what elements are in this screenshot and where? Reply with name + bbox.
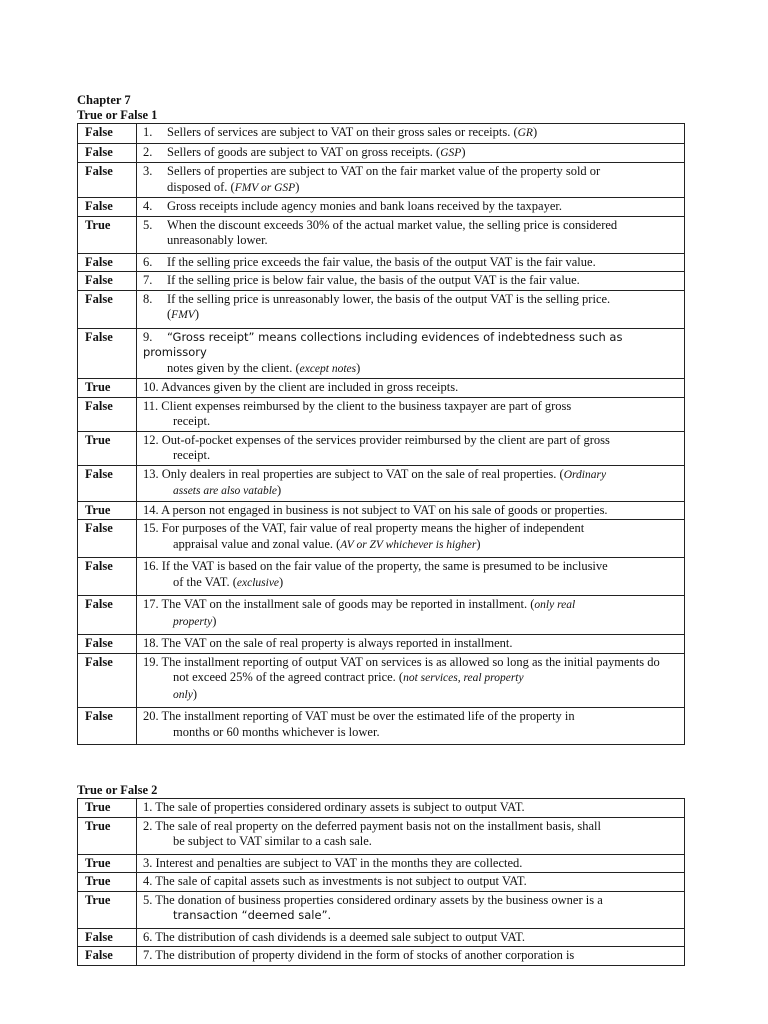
statement-cell xyxy=(137,708,685,745)
statement-continuation: receipt. xyxy=(173,448,211,462)
table-row xyxy=(78,272,685,291)
statement-text: If the selling price is unreasonably lower, the basis of the output VAT is the selling price. xyxy=(167,291,611,306)
table-row xyxy=(78,431,685,465)
answer-note: assets are also vatable xyxy=(173,485,278,497)
answer-note: FMV xyxy=(171,309,195,321)
statement-continuation: appraisal value and zonal value. ( xyxy=(173,536,341,551)
statement-text: Sellers of properties are subject to VAT on the fair market value of the property sold or xyxy=(167,164,601,178)
chapter-title: Chapter 7 xyxy=(77,93,131,107)
table-row xyxy=(78,465,685,501)
answer-cell: False xyxy=(78,520,137,558)
answer-cell: False xyxy=(78,708,137,745)
statement-continuation: be subject to VAT similar to a cash sale. xyxy=(173,834,372,848)
answer-note: FMV or GSP xyxy=(234,181,296,194)
answer-cell: False xyxy=(78,928,137,947)
statement-text: Sellers of services are subject to VAT on their gross sales or receipts. ( xyxy=(167,125,518,139)
answer-cell: True xyxy=(78,379,137,398)
answer-note: only xyxy=(173,688,193,701)
answer-cell: True xyxy=(78,216,137,253)
note-tail: ) xyxy=(279,574,284,589)
item-number: 15. xyxy=(143,521,159,535)
statement-text: “Gross receipt” means collections including evidences of indebtedness such as promissory xyxy=(143,329,623,359)
statement-text: For purposes of the VAT, fair value of real property means the higher of independent xyxy=(161,521,585,535)
statement-text: Advances given by the client are included in gross receipts. xyxy=(161,380,459,394)
statement-cell xyxy=(137,928,685,947)
statement-continuation: disposed of. ( xyxy=(167,179,235,194)
note-tail: ) xyxy=(476,536,481,551)
table-row xyxy=(78,653,685,708)
item-number: 13. xyxy=(143,466,159,481)
item-number: 2. xyxy=(143,144,153,159)
note-tail: ) xyxy=(194,307,199,321)
answer-cell: True xyxy=(78,799,137,818)
answer-cell: False xyxy=(78,253,137,272)
answer-cell: False xyxy=(78,465,137,501)
document-page xyxy=(77,93,685,966)
answer-cell: False xyxy=(78,198,137,217)
statement-text: Client expenses reimbursed by the client to the business taxpayer are part of gross xyxy=(161,398,572,413)
statement-text: Gross receipts include agency monies and bank loans received by the taxpayer. xyxy=(167,199,563,213)
section-title-tf2: True or False 2 xyxy=(77,783,158,797)
statement-cell xyxy=(137,163,685,198)
statement-cell xyxy=(137,272,685,291)
item-number: 11. xyxy=(143,398,159,413)
item-number: 8. xyxy=(143,291,153,306)
statement-continuation: notes given by the client. ( xyxy=(167,360,300,375)
answer-cell: False xyxy=(78,328,137,379)
statement-text: The sale of capital assets such as investments is not subject to output VAT. xyxy=(155,874,527,888)
item-number: 14. xyxy=(143,502,159,517)
item-number: 18. xyxy=(143,636,159,650)
table-row xyxy=(78,328,685,379)
statement-cell xyxy=(137,947,685,966)
answer-cell: False xyxy=(78,272,137,291)
table-row xyxy=(78,596,685,635)
statement-text: Only dealers in real properties are subject to VAT on the sale of real properties. ( xyxy=(161,466,564,481)
answer-note: property xyxy=(173,615,213,628)
statement-cell xyxy=(137,653,685,708)
statement-cell xyxy=(137,124,685,144)
table-row xyxy=(78,635,685,654)
answer-cell: False xyxy=(78,635,137,654)
answer-note: except notes xyxy=(299,362,357,375)
answer-note: only real xyxy=(534,599,576,611)
statement-cell xyxy=(137,216,685,253)
statement-continuation: receipt. xyxy=(173,414,211,428)
answer-cell: True xyxy=(78,873,137,892)
answer-cell: False xyxy=(78,947,137,966)
table-row xyxy=(78,891,685,928)
answer-note: GSP xyxy=(440,146,462,159)
statement-text: The installment reporting of output VAT on services is as allowed so long as the initial payments do xyxy=(161,654,660,669)
statement-text: The distribution of property dividend in the form of stocks of another corporation is xyxy=(155,948,575,962)
answer-cell: False xyxy=(78,143,137,163)
answer-note: GR xyxy=(517,127,533,139)
statement-cell xyxy=(137,817,685,854)
statement-cell xyxy=(137,328,685,379)
answer-note: AV or ZV whichever is higher xyxy=(340,538,477,551)
statement-cell xyxy=(137,873,685,892)
statement-continuation: transaction “deemed sale”. xyxy=(173,908,332,922)
answer-cell: False xyxy=(78,397,137,431)
item-number: 3. xyxy=(143,164,153,178)
answer-cell: False xyxy=(78,124,137,144)
table-row xyxy=(78,520,685,558)
statement-text: If the selling price is below fair value, the basis of the output VAT is the fair value. xyxy=(167,273,580,287)
statement-cell xyxy=(137,799,685,818)
item-number: 1. xyxy=(143,800,153,814)
item-number: 16. xyxy=(143,559,159,573)
item-number: 4. xyxy=(143,199,153,213)
table-row xyxy=(78,397,685,431)
item-number: 1. xyxy=(143,125,153,139)
statement-cell xyxy=(137,143,685,163)
statement-cell xyxy=(137,465,685,501)
item-number: 20. xyxy=(143,709,159,723)
statement-continuation: not exceed 25% of the agreed contract price. ( xyxy=(173,670,404,684)
table-row xyxy=(78,379,685,398)
statement-text: Sellers of goods are subject to VAT on gross receipts. ( xyxy=(167,144,441,159)
table-row xyxy=(78,501,685,520)
item-number: 9. xyxy=(143,329,153,344)
item-number: 17. xyxy=(143,597,159,611)
table-row xyxy=(78,198,685,217)
statement-continuation: ( xyxy=(167,307,172,321)
item-number: 5. xyxy=(143,217,153,232)
statement-cell xyxy=(137,891,685,928)
statement-cell xyxy=(137,558,685,596)
note-tail: ) xyxy=(277,483,282,497)
statement-cell xyxy=(137,397,685,431)
note-tail: ) xyxy=(212,613,217,628)
statement-continuation: of the VAT. ( xyxy=(173,574,237,589)
item-number: 6. xyxy=(143,254,153,269)
statement-text: When the discount exceeds 30% of the actual market value, the selling price is considered xyxy=(167,217,618,232)
item-number: 4. xyxy=(143,874,153,888)
table-row xyxy=(78,253,685,272)
statement-cell xyxy=(137,253,685,272)
statement-continuation: unreasonably lower. xyxy=(167,233,268,247)
note-tail: ) xyxy=(295,179,300,194)
statement-text: A person not engaged in business is not subject to VAT on his sale of goods or properties. xyxy=(161,502,608,517)
table-row xyxy=(78,799,685,818)
answer-note: not services, real property xyxy=(403,672,524,684)
statement-text: The distribution of cash dividends is a deemed sale subject to output VAT. xyxy=(155,929,526,944)
statement-continuation: months or 60 months whichever is lower. xyxy=(173,724,380,739)
note-tail: ) xyxy=(461,144,466,159)
table-row xyxy=(78,163,685,198)
table-row xyxy=(78,854,685,873)
item-number: 6. xyxy=(143,929,153,944)
statement-text: The sale of properties considered ordinary assets is subject to output VAT. xyxy=(155,800,525,814)
statement-text: If the VAT is based on the fair value of the property, the same is presumed to be inclusive xyxy=(161,559,608,573)
statement-cell xyxy=(137,290,685,328)
answer-cell: True xyxy=(78,854,137,873)
statement-text: If the selling price exceeds the fair value, the basis of the output VAT is the fair value. xyxy=(167,254,596,269)
note-tail: ) xyxy=(356,360,361,375)
statement-text: The sale of real property on the deferred payment basis not on the installment basis, shall xyxy=(155,818,601,833)
statement-text: The installment reporting of VAT must be over the estimated life of the property in xyxy=(161,709,575,723)
table-row xyxy=(78,928,685,947)
statement-text: Interest and penalties are subject to VAT in the months they are collected. xyxy=(155,855,523,870)
answer-cell: True xyxy=(78,891,137,928)
item-number: 2. xyxy=(143,818,153,833)
tf1-table xyxy=(77,123,685,745)
table-row xyxy=(78,124,685,144)
answer-cell: False xyxy=(78,653,137,708)
table-row xyxy=(78,143,685,163)
item-number: 7. xyxy=(143,273,153,287)
statement-cell xyxy=(137,501,685,520)
answer-cell: False xyxy=(78,558,137,596)
statement-text: Out-of-pocket expenses of the services provider reimbursed by the client are part of gross xyxy=(161,432,610,447)
table-row xyxy=(78,290,685,328)
tf2-table xyxy=(77,798,685,966)
statement-text: The VAT on the installment sale of goods may be reported in installment. ( xyxy=(161,597,535,611)
answer-cell: False xyxy=(78,163,137,198)
answer-cell: True xyxy=(78,501,137,520)
table-row xyxy=(78,947,685,966)
table-row xyxy=(78,873,685,892)
statement-cell xyxy=(137,198,685,217)
answer-note: exclusive xyxy=(236,576,280,589)
answer-note: Ordinary xyxy=(563,468,607,481)
answer-cell: False xyxy=(78,596,137,635)
answer-cell: True xyxy=(78,817,137,854)
table-row xyxy=(78,216,685,253)
item-number: 10. xyxy=(143,380,159,394)
statement-cell xyxy=(137,520,685,558)
note-tail: ) xyxy=(192,686,197,701)
section-title-tf1: True or False 1 xyxy=(77,108,158,122)
item-number: 3. xyxy=(143,855,153,870)
statement-cell xyxy=(137,854,685,873)
statement-cell xyxy=(137,635,685,654)
statement-text: The donation of business properties considered ordinary assets by the business owner is a xyxy=(155,892,603,907)
statement-cell xyxy=(137,431,685,465)
item-number: 12. xyxy=(143,432,159,447)
item-number: 5. xyxy=(143,892,153,907)
table-row xyxy=(78,558,685,596)
item-number: 19. xyxy=(143,654,159,669)
table-row xyxy=(78,817,685,854)
statement-text: The VAT on the sale of real property is always reported in installment. xyxy=(161,636,513,650)
note-tail: ) xyxy=(532,125,538,139)
answer-cell: False xyxy=(78,290,137,328)
statement-cell xyxy=(137,596,685,635)
answer-cell: True xyxy=(78,431,137,465)
item-number: 7. xyxy=(143,948,153,962)
table-row xyxy=(78,708,685,745)
statement-cell xyxy=(137,379,685,398)
